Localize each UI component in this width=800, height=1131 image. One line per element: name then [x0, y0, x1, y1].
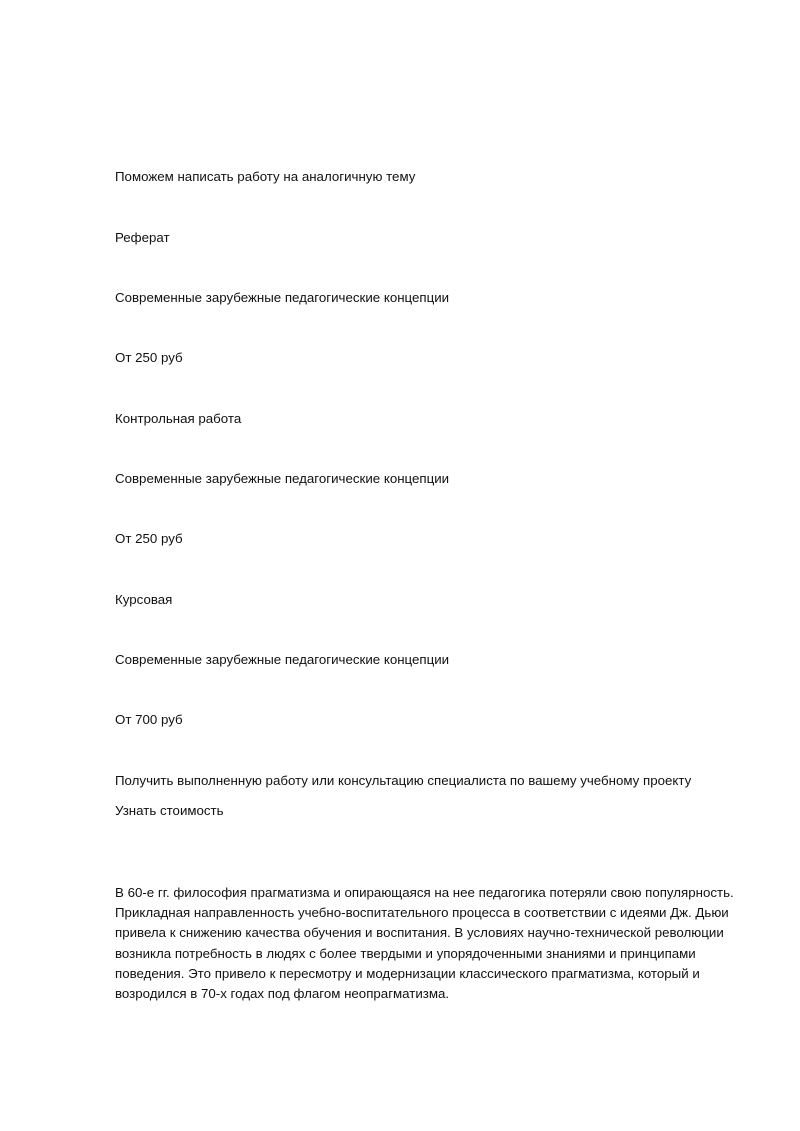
cta-link[interactable]: [115, 802, 224, 820]
paragraph-line: возникла потребность в людях с более твердыми и упорядоченными знаниями и принципами: [115, 945, 696, 961]
offer-type-coursework[interactable]: Курсовая: [115, 592, 173, 607]
offer-price-coursework: От 700 руб: [115, 712, 183, 727]
paragraph-line: поведения. Это привело к пересмотру и модернизации классического прагматизма, который и: [115, 965, 700, 981]
paragraph-line: привела к снижению качества обучения и воспитания. В условиях научно-технической революции: [115, 925, 724, 941]
offer-price-essay: От 250 руб: [115, 350, 183, 365]
paragraph-line: Прикладная направленность учебно-воспитательного процесса в соответствии с идеями Дж. Дьюи: [115, 905, 729, 921]
body-paragraph: [115, 883, 745, 1004]
offer-price-test: От 250 руб: [115, 531, 183, 546]
paragraph-line: В 60-е гг. философия прагматизма и опирающаяся на нее педагогика потеряли свою популярность.: [115, 885, 734, 900]
cta-text: Получить выполненную работу или консультацию специалиста по вашему учебному проекту: [115, 773, 692, 788]
offer-type-essay[interactable]: Реферат: [115, 230, 170, 245]
offer-type-test[interactable]: Контрольная работа: [115, 411, 242, 426]
offer-topic-coursework[interactable]: Современные зарубежные педагогические концепции: [115, 652, 450, 667]
paragraph-line: возродился в 70-х годах под флагом неопрагматизма.: [115, 986, 450, 1002]
offer-topic-essay[interactable]: Современные зарубежные педагогические концепции: [115, 290, 450, 305]
help-heading: Поможем написать работу на аналогичную тему: [115, 169, 416, 184]
learn-price-link[interactable]: Узнать стоимость: [115, 803, 224, 818]
offer-topic-test[interactable]: Современные зарубежные педагогические концепции: [115, 471, 450, 486]
